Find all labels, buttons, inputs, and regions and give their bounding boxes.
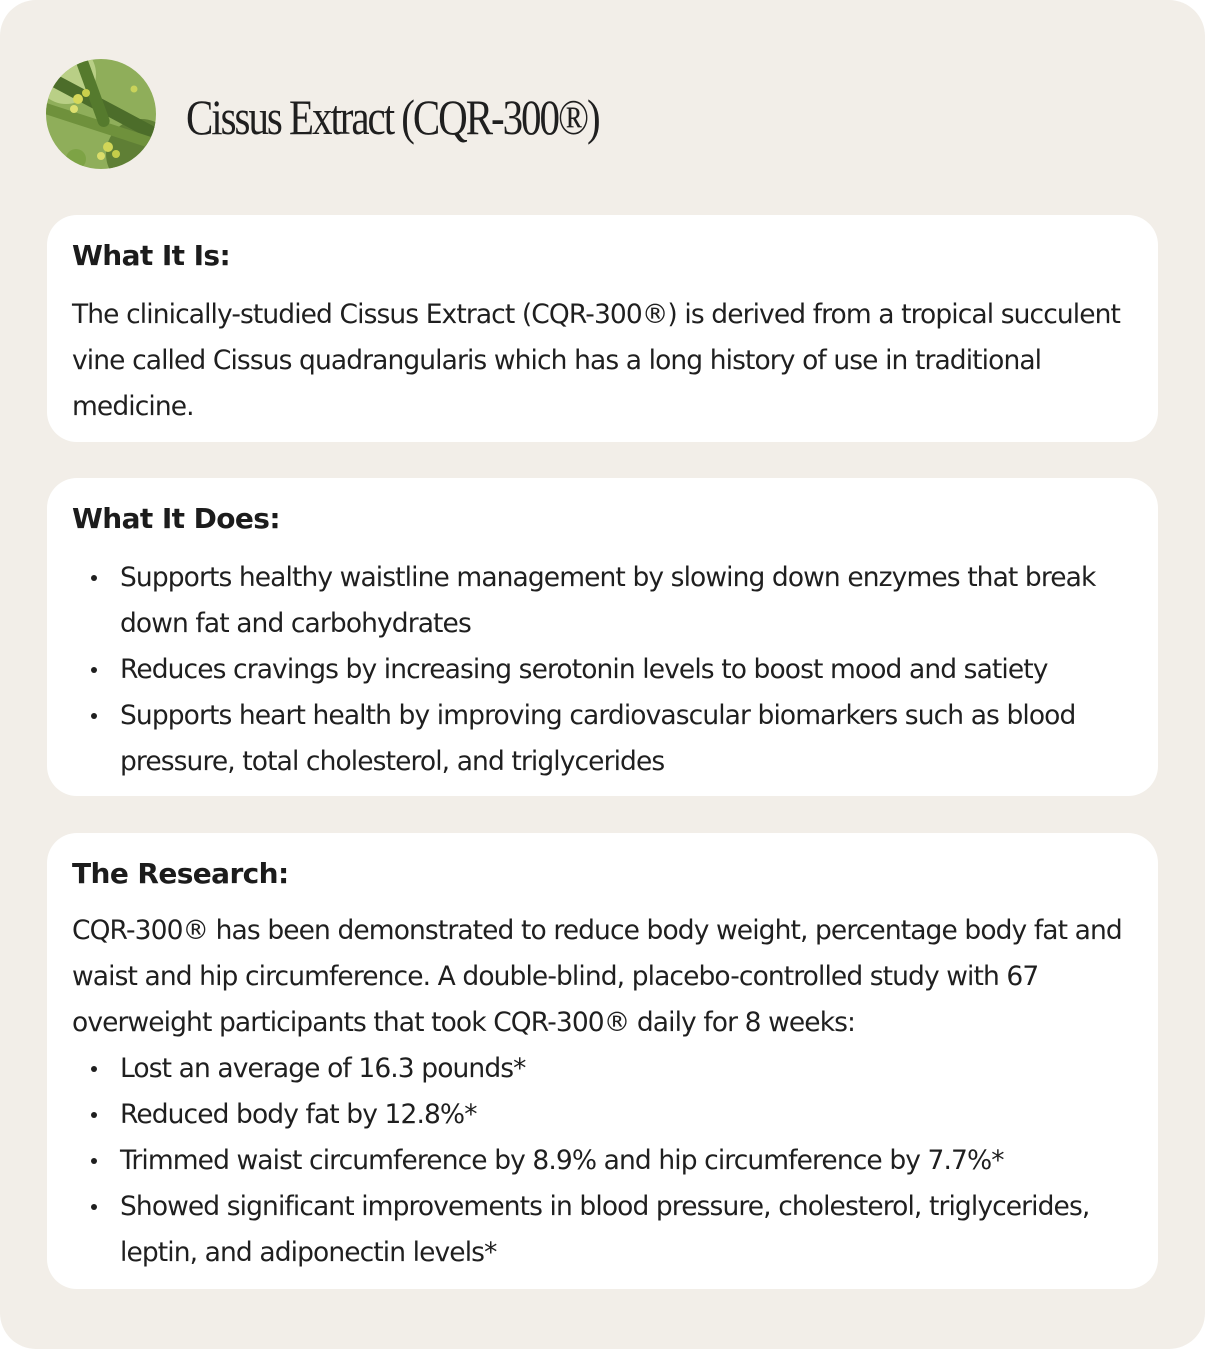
section-heading: What It Does: (72, 502, 280, 535)
section-heading: What It Is: (72, 239, 231, 272)
list-item (72, 1046, 1134, 1092)
list-item-text: Reduces cravings by increasing serotonin levels to boost mood and satiety (120, 654, 1048, 685)
list-item-text: Supports heart health by improving cardiovascular biomarkers such as blood pressure, total cholesterol, and triglycerides (120, 700, 1076, 777)
section-heading: The Research: (72, 857, 289, 890)
list-item-text: Reduced body fat by 12.8%* (120, 1099, 477, 1130)
section-body: CQR-300® has been demonstrated to reduce body weight, percentage body fat and waist and hip circumference. A double-blind, placebo-controlled study with 67 overweight participants that took CQR-300® daily for 8 weeks: (72, 915, 1122, 1038)
bullet-icon (91, 1158, 97, 1164)
what-it-does-card (47, 478, 1158, 796)
list-item (72, 1092, 1134, 1138)
bullet-icon (91, 1112, 97, 1118)
list-item-text: Lost an average of 16.3 pounds* (120, 1053, 526, 1084)
bullet-icon (91, 713, 97, 719)
what-it-is-card (47, 215, 1158, 442)
bullet-icon (91, 1066, 97, 1072)
bullet-icon (91, 575, 97, 581)
list-item-text: Supports healthy waistline management by slowing down enzymes that break down fat and carbohydrates (120, 562, 1096, 639)
list-item (72, 1184, 1134, 1276)
bullet-icon (91, 1204, 97, 1210)
results-list (72, 1046, 1134, 1276)
list-item (72, 1138, 1134, 1184)
the-research-card (47, 833, 1158, 1289)
benefits-list (72, 555, 1134, 785)
bullet-icon (91, 667, 97, 673)
list-item (72, 555, 1134, 647)
page-title: Cissus Extract (CQR-300®) (186, 89, 599, 145)
section-body: The clinically-studied Cissus Extract (CQR-300®) is derived from a tropical succulent vine called Cissus quadrangularis which has a long history of use in traditional medicine. (72, 299, 1121, 422)
list-item-text: Showed significant improvements in blood pressure, cholesterol, triglycerides, leptin, and adiponectin levels* (120, 1191, 1090, 1268)
list-item-text: Trimmed waist circumference by 8.9% and hip circumference by 7.7%* (120, 1145, 1004, 1176)
header (46, 58, 689, 170)
cissus-plant-photo (46, 59, 156, 169)
list-item (72, 647, 1134, 693)
list-item (72, 693, 1134, 785)
